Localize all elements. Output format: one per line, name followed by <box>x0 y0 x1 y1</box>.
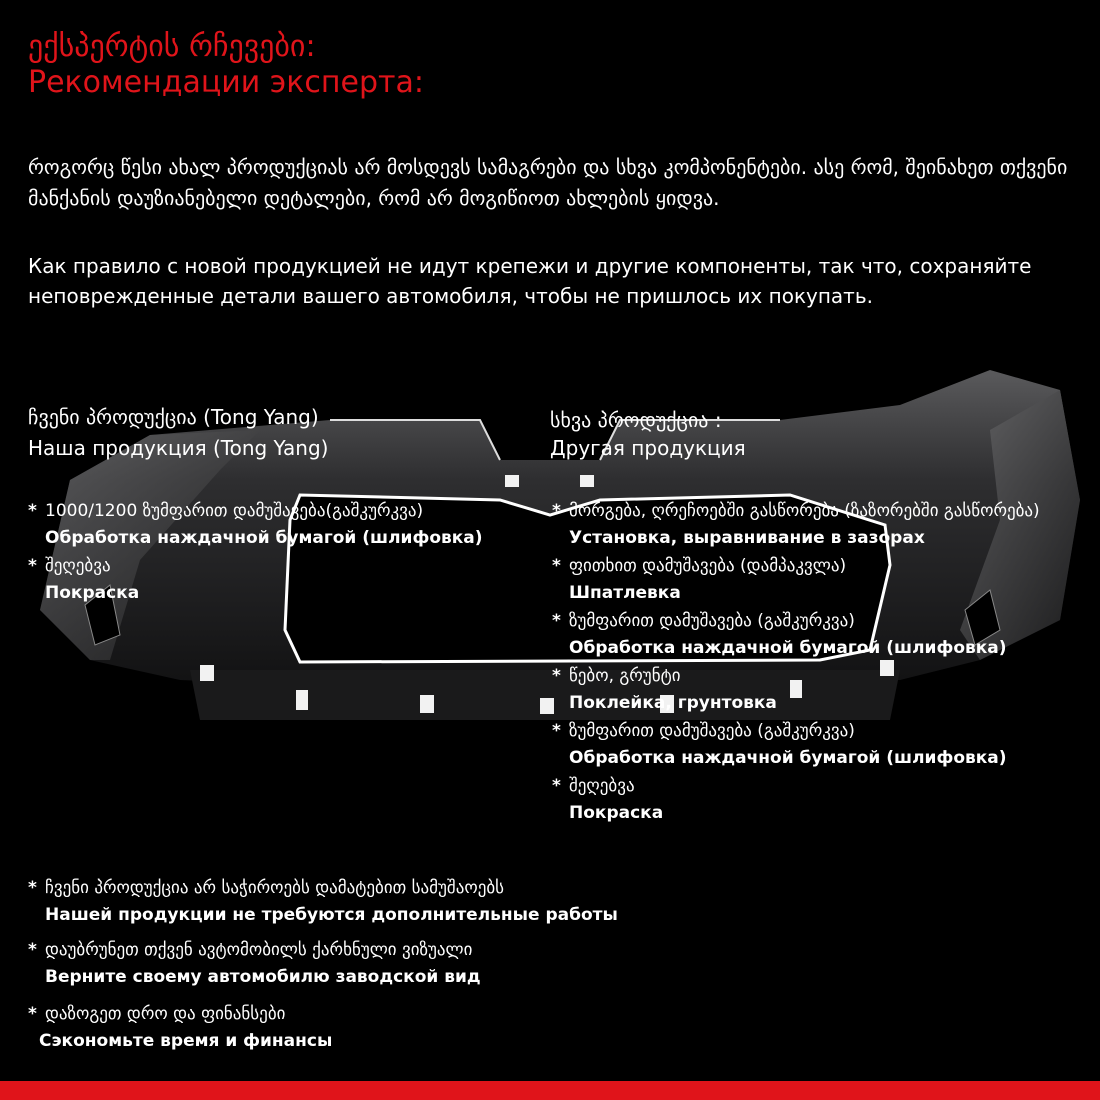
list-item: * ფითხით დამუშავება (დამპაკვლა) Шпатлевка <box>552 556 847 603</box>
intro-georgian: როგორც წესი ახალ პროდუქციას არ მოსდევს სამაგრები და სხვა კომპონენტები. ასე რომ, შეინახეთ თქვენი მანქანის დაუზიანებელი დეტალები, რომ არ მოგიწიოთ ახლების ყიდვა. <box>28 155 1068 210</box>
list-item: * შეღებვა Покраска <box>552 776 664 823</box>
list-item: * წებო, გრუნტი Поклейка, грунтовка <box>552 666 777 713</box>
our-product-title-georgian: ჩვენი პროდუქცია (Tong Yang) <box>28 405 319 429</box>
list-item: * ზუმფარით დამუშავება (გაშკურკვა) Обработка наждачной бумагой (шлифовка) <box>552 611 1007 658</box>
our-product-title-russian: Наша продукция (Tong Yang) <box>28 436 329 460</box>
benefit-item: * ჩვენი პროდუქცია არ საჭიროებს დამატებით სამუშაოებს Нашей продукции не требуются дополнительные работы <box>28 878 618 925</box>
benefit-item: * დაზოგეთ დრო და ფინანსები Сэкономьте время и финансы <box>28 1004 333 1051</box>
heading-georgian: ექსპერტის რჩევები: <box>28 29 316 64</box>
list-item: * ზუმფარით დამუშავება (გაშკურკვა) Обработка наждачной бумагой (шлифовка) <box>552 721 1007 768</box>
benefit-item: * დაუბრუნეთ თქვენ ავტომობილს ქარხნული ვიზუალი Верните своему автомобилю заводской вид <box>28 940 481 987</box>
list-item: * შეღებვა Покраска <box>28 556 140 603</box>
heading-russian: Рекомендации эксперта: <box>28 65 424 100</box>
intro-russian: Как правило с новой продукцией не идут крепежи и другие компоненты, так что, сохраняйте неповрежденные детали вашего автомобиля, чтобы не пришлось их покупать. <box>28 254 1032 308</box>
list-item: * მორგება, ღრეჩოებში გასწორება (ზაზორებში გასწორება) Установка, выравнивание в зазорах <box>552 501 1040 548</box>
list-item: * 1000/1200 ზუმფარით დამუშავება(გაშკურკვა) Обработка наждачной бумагой (шлифовка) <box>28 501 483 548</box>
other-product-title-russian: Другая продукция <box>550 436 746 460</box>
other-product-title-georgian: სხვა პროდუქცია : <box>550 408 722 432</box>
bottom-accent-bar <box>0 1081 1100 1100</box>
